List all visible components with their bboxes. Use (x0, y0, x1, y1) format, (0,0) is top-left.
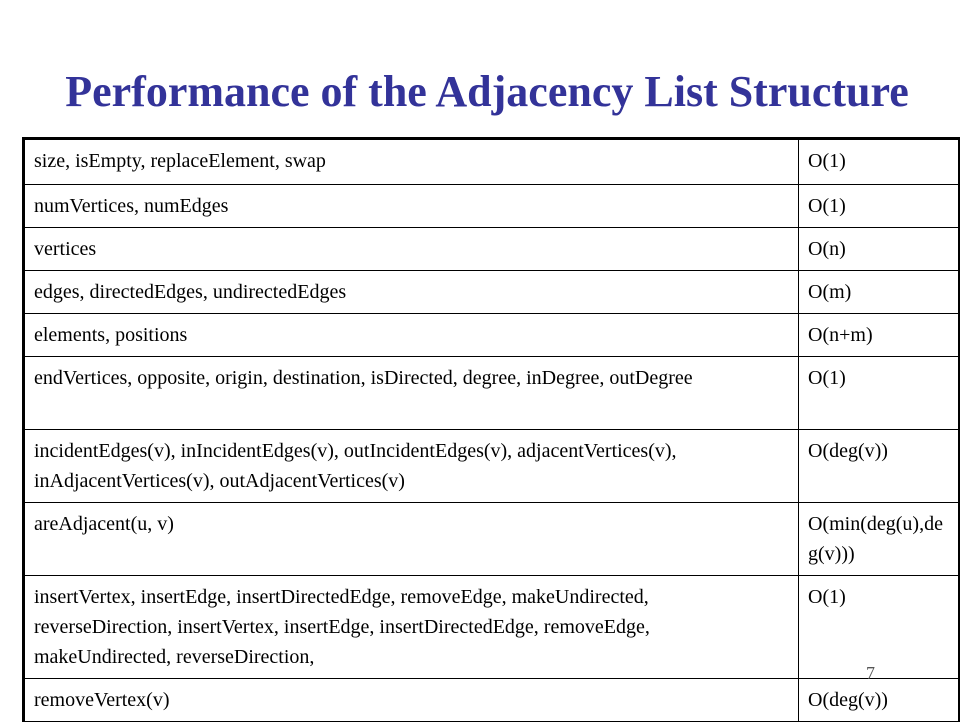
time-cell: O(1) (799, 185, 960, 228)
table-row (24, 228, 960, 271)
table-row (24, 271, 960, 314)
methods-cell: removeVertex(v) (24, 679, 799, 722)
methods-cell: areAdjacent(u, v) (24, 503, 799, 576)
methods-cell: size, isEmpty, replaceElement, swap (24, 139, 799, 185)
time-cell: O(1) (799, 357, 960, 430)
table-row (24, 679, 960, 722)
performance-table (22, 137, 960, 722)
time-cell: O(1) (799, 576, 960, 679)
slide-title: Performance of the Adjacency List Structure (65, 67, 909, 116)
time-cell: O(deg(v)) (799, 679, 960, 722)
table-row (24, 185, 960, 228)
methods-cell: insertVertex, insertEdge, insertDirectedEdge, removeEdge, makeUndirected, reverseDirection, insertVertex, insertEdge, insertDirectedEdge, removeEdge, makeUndirected, reverseDirection, (24, 576, 799, 679)
table-row (24, 576, 960, 679)
slide-number: 7 (866, 663, 875, 683)
table-row (24, 357, 960, 430)
time-cell: O(1) (799, 139, 960, 185)
table-row (24, 503, 960, 576)
time-cell: O(deg(v)) (799, 430, 960, 503)
methods-cell: elements, positions (24, 314, 799, 357)
table-row (24, 314, 960, 357)
methods-cell: incidentEdges(v), inIncidentEdges(v), outIncidentEdges(v), adjacentVertices(v), inAdjacentVertices(v), outAdjacentVertices(v) (24, 430, 799, 503)
methods-cell: numVertices, numEdges (24, 185, 799, 228)
time-cell: O(n+m) (799, 314, 960, 357)
methods-cell: vertices (24, 228, 799, 271)
time-cell: O(min(deg(u),deg(v))) (799, 503, 960, 576)
table-row (24, 430, 960, 503)
time-cell: O(m) (799, 271, 960, 314)
methods-cell: edges, directedEdges, undirectedEdges (24, 271, 799, 314)
time-cell: O(n) (799, 228, 960, 271)
table-row (24, 139, 960, 185)
methods-cell: endVertices, opposite, origin, destination, isDirected, degree, inDegree, outDegree (24, 357, 799, 430)
